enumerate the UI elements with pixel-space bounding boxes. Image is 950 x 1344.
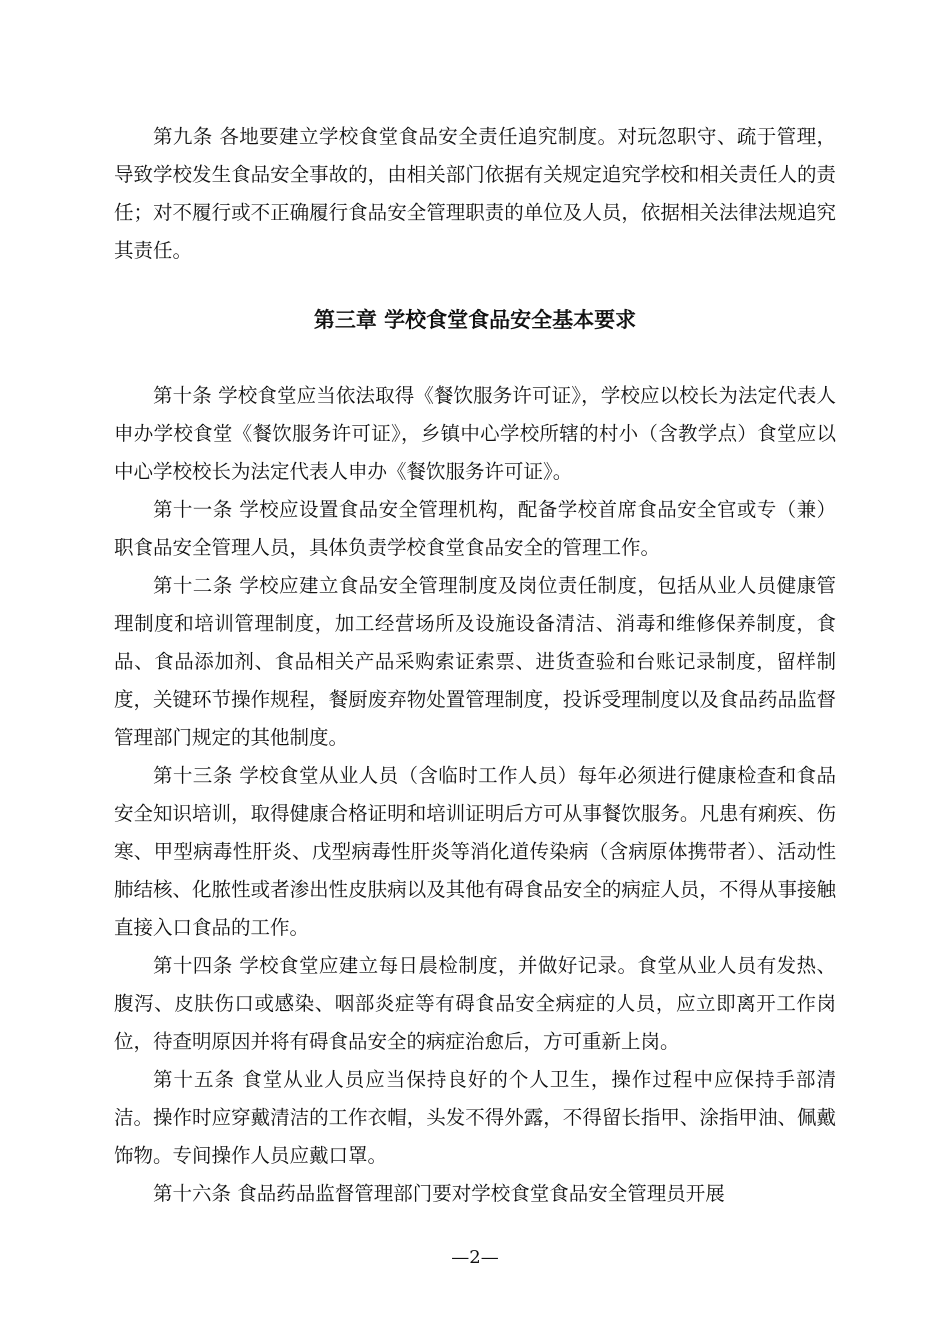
chapter-title: 第三章 学校食堂食品安全基本要求 — [313, 308, 637, 332]
article-15-paragraph: 第十五条 食堂从业人员应当保持良好的个人卫生，操作过程中应保持手部清洁。操作时应穿戴清洁的工作衣帽，头发不得外露，不得留长指甲、涂指甲油、佩戴饰物。专间操作人员应戴口罩。 — [114, 1068, 836, 1167]
article-10-paragraph: 第十条 学校食堂应当依法取得《餐饮服务许可证》，学校应以校长为法定代表人申办学校食堂《餐饮服务许可证》，乡镇中心学校所辖的村小（含教学点）食堂应以中心学校校长为法定代表人申办《餐饮服务许可证》。 — [114, 384, 836, 483]
article-9-paragraph: 第九条 各地要建立学校食堂食品安全责任追究制度。对玩忽职守、疏于管理，导致学校发生食品安全事故的，由相关部门依据有关规定追究学校和相关责任人的责任；对不履行或不正确履行食品安全管理职责的单位及人员，依据相关法律法规追究其责任。 — [114, 125, 836, 262]
article-13-paragraph: 第十三条 学校食堂从业人员（含临时工作人员）每年必须进行健康检查和食品安全知识培训，取得健康合格证明和培训证明后方可从事餐饮服务。凡患有痢疾、伤寒、甲型病毒性肝炎、戊型病毒性肝炎等消化道传染病（含病原体携带者）、活动性肺结核、化脓性或者渗出性皮肤病以及其他有碍食品安全的病症人员，不得从事接触直接入口食品的工作。 — [114, 764, 836, 939]
page-number: —2— — [451, 1247, 499, 1268]
document-body — [114, 118, 836, 1213]
article-16-paragraph: 第十六条 食品药品监督管理部门要对学校食堂食品安全管理员开展 — [153, 1182, 725, 1205]
article-14-paragraph: 第十四条 学校食堂应建立每日晨检制度，并做好记录。食堂从业人员有发热、腹泻、皮肤伤口或感染、咽部炎症等有碍食品安全病症的人员，应立即离开工作岗位，待查明原因并将有碍食品安全的病症治愈后，方可重新上岗。 — [114, 954, 836, 1053]
article-11-paragraph: 第十一条 学校应设置食品安全管理机构，配备学校首席食品安全官或专（兼）职食品安全管理人员，具体负责学校食堂食品安全的管理工作。 — [114, 498, 836, 559]
article-12-paragraph: 第十二条 学校应建立食品安全管理制度及岗位责任制度，包括从业人员健康管理制度和培训管理制度，加工经营场所及设施设备清洁、消毒和维修保养制度，食品、食品添加剂、食品相关产品采购索证索票、进货查验和台账记录制度，留样制度，关键环节操作规程，餐厨废弃物处置管理制度，投诉受理制度以及食品药品监督管理部门规定的其他制度。 — [114, 574, 836, 749]
